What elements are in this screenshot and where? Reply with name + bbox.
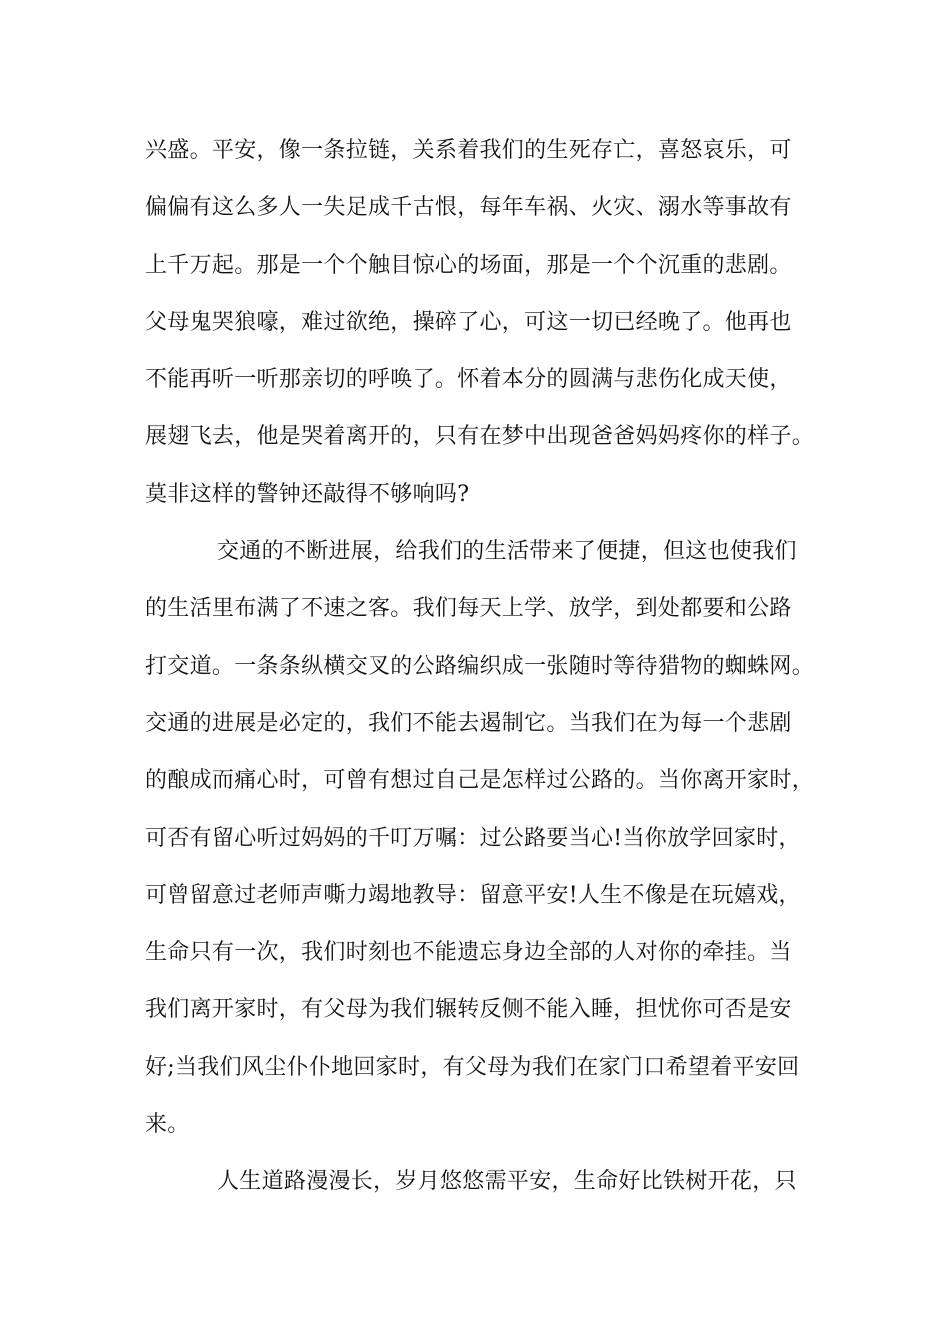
text-line: 上千万起。那是一个个触目惊心的场面，那是一个个沉重的悲剧。: [145, 252, 792, 278]
text-line: 我们离开家时，有父母为我们辗转反侧不能入睡，担忧你可否是安: [145, 997, 792, 1023]
text-line: 展翅飞去，他是哭着离开的，只有在梦中出现爸爸妈妈疼你的样子。: [145, 424, 815, 450]
text-line: 偏偏有这么多人一失足成千古恨，每年车祸、火灾、溺水等事故有: [145, 195, 792, 221]
paragraph-start-line: 人生道路漫漫长，岁月悠悠需平安，生命好比铁树开花，只: [217, 1169, 797, 1195]
body-text: [145, 128, 835, 1217]
text-line: 可曾留意过老师声嘶力竭地教导：留意平安!人生不像是在玩嬉戏，: [145, 882, 801, 908]
text-line: 打交道。一条条纵横交叉的公路编织成一张随时等待猎物的蜘蛛网。: [145, 653, 815, 679]
text-line: 不能再听一听那亲切的呼唤了。怀着本分的圆满与悲伤化成天使，: [145, 367, 792, 393]
text-line: 莫非这样的警钟还敲得不够响吗?: [145, 481, 470, 507]
text-line: 的生活里布满了不速之客。我们每天上学、放学，到处都要和公路: [145, 596, 792, 622]
text-line: 好;当我们风尘仆仆地回家时，有父母为我们在家门口希望着平安回: [145, 1054, 800, 1080]
paragraph-start-line: 交通的不断进展，给我们的生活带来了便捷，但这也使我们: [217, 539, 797, 565]
text-line: 兴盛。平安，像一条拉链，关系着我们的生死存亡，喜怒哀乐，可: [145, 138, 792, 163]
text-line: 交通的进展是必定的，我们不能去遏制它。当我们在为每一个悲剧: [145, 710, 792, 736]
text-line: 来。: [145, 1112, 190, 1138]
text-line: 生命只有一次，我们时刻也不能遗忘身边全部的人对你的牵挂。当: [145, 940, 792, 966]
text-line: 的酿成而痛心时，可曾有想过自己是怎样过公路的。当你离开家时，: [145, 768, 815, 794]
text-line: 可否有留心听过妈妈的千叮万嘱：过公路要当心!当你放学回家时，: [145, 825, 801, 851]
text-line: 父母鬼哭狼嚎，难过欲绝，操碎了心，可这一切已经晚了。他再也: [145, 309, 792, 335]
